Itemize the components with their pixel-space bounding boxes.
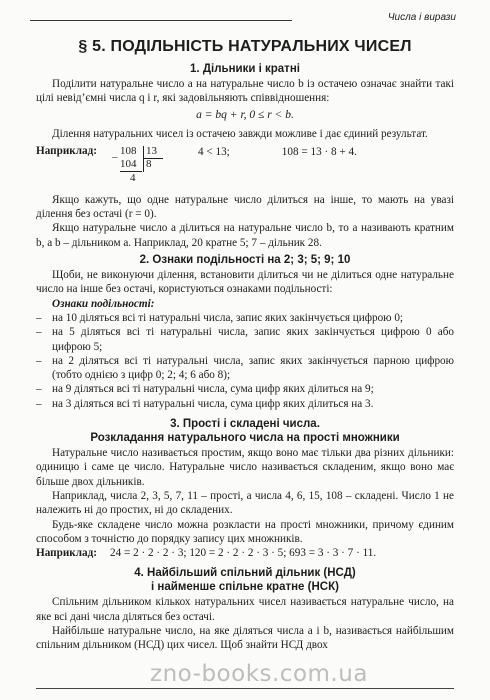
factorization-text: 24 = 2 · 2 · 2 · 3; 120 = 2 · 2 · 2 · 3 · 5; 693 = 3 · 3 · 7 · 11. xyxy=(110,547,377,560)
section-4-paragraph-2: Найбільше натуральне число, на яке діляться числа a і b, називається найбільшим спільним дільником (НСД) цих чисел. Щоб знайти НСД двох xyxy=(36,625,454,652)
section-3-title-line-2: Розкладання натурального числа на прості множники xyxy=(90,432,400,445)
section-2-paragraph-1: Щоби, не виконуючи ділення, встановити ділиться чи не ділиться одне натуральне число на інше без остачі, користуються ознаками подільності: xyxy=(36,269,454,296)
footer-rule xyxy=(36,688,454,689)
page-content xyxy=(36,38,454,653)
factorization-example xyxy=(36,546,454,560)
subtrahend: 104 xyxy=(120,157,137,170)
section-1-title: 1. Дільники і кратні xyxy=(190,63,300,75)
list-item: – на 10 діляться всі ті натуральні числа, запис яких закінчується цифрою 0; xyxy=(36,311,454,325)
minus-sign: – xyxy=(112,150,118,163)
dividend: 108 xyxy=(120,144,137,157)
divisor: 13 xyxy=(146,144,157,157)
division-bar xyxy=(143,146,144,172)
list-item: – на 3 діляться всі ті натуральні числа, сума цифр яких ділиться на 3. xyxy=(36,397,454,411)
section-4-title-line-1: 4. Найбільший спільний дільник (НСД) xyxy=(134,567,356,580)
section-1-paragraph-2: Ділення натуральних чисел із остачею завжди можливе і дає єдиний результат. xyxy=(52,127,428,140)
section-1-paragraph-1: Поділити натуральне число a на натуральне число b із остачею означає знайти такі цілі невід’ємні числа q і r, які задовільняють співвідношення: xyxy=(36,78,454,105)
remainder-formula: a = bq + r, 0 ≤ r < b. xyxy=(196,108,294,121)
section-3-paragraph-1: Натуральне число називається простим, якщо воно має тільки два різних дільники: одиницю і саме це число. Натуральне число називається складеним, якщо воно має більше двох дільників. xyxy=(36,447,454,488)
remainder: 4 xyxy=(130,171,136,184)
section-3-title-line-1: 3. Прості і складені числа. xyxy=(170,418,320,431)
list-item: – на 9 діляться всі ті натуральні числа, сума цифр яких ділиться на 9; xyxy=(36,382,454,396)
section-1-paragraph-4: Якщо натуральне число a ділиться на натуральне число b, то a називають кратним b, а b – дільником a. Наприклад, 20 кратне 5; 7 – дільник 28. xyxy=(36,222,454,249)
watermark: zno-books.com.ua xyxy=(150,661,368,687)
division-equation: 108 = 13 · 8 + 4. xyxy=(281,145,357,158)
section-1-paragraph-3: Якщо кажуть, що одне натуральне число ділиться на інше, то мають на увазі ділення без остачі (r = 0). xyxy=(36,193,454,221)
chapter-title: § 5. ПОДІЛЬНІСТЬ НАТУРАЛЬНИХ ЧИСЕЛ xyxy=(78,38,412,55)
header-rule-left xyxy=(30,20,292,21)
long-division xyxy=(112,145,172,187)
running-header xyxy=(30,12,462,30)
quotient: 8 xyxy=(146,157,152,170)
criteria-title: Ознаки подільності: xyxy=(52,297,155,310)
list-item: – на 2 діляться всі ті натуральні числа, запис яких закінчується парною цифрою (тобто однією з цифр 0; 2; 4; 6 або 8); xyxy=(36,354,454,383)
criteria-list xyxy=(36,311,454,411)
section-4-title xyxy=(36,566,454,594)
section-3-paragraph-3: Будь-яке складене число можна розкласти на прості множники, причому єдиним способом з точністю до порядку запису цих множників. xyxy=(36,518,454,545)
list-item: – на 5 діляться всі ті натуральні числа, запис яких закінчується цифрою 0 або цифрою 5; xyxy=(36,325,454,354)
remainder-comparison: 4 < 13; xyxy=(198,145,230,158)
section-2-title: 2. Ознаки подільності на 2; 3; 5; 9; 10 xyxy=(139,254,351,267)
example-label: Наприклад: xyxy=(36,144,97,157)
section-3-title xyxy=(36,417,454,445)
section-3-paragraph-2: Наприклад, числа 2, 3, 5, 7, 11 – прості, а числа 4, 6, 15, 108 – складені. Число 1 не належить ні до простих, ні до складених. xyxy=(36,489,454,517)
section-4-paragraph-1: Спільним дільником кількох натуральних чисел називається натуральне число, на яке всі дані числа діляться без остачі. xyxy=(36,596,454,623)
section-4-title-line-2: і найменше спільне кратне (НСК) xyxy=(151,581,339,594)
example-label: Наприклад: xyxy=(36,547,97,560)
header-label: Числа і вирази xyxy=(387,12,456,23)
division-example xyxy=(36,145,454,189)
